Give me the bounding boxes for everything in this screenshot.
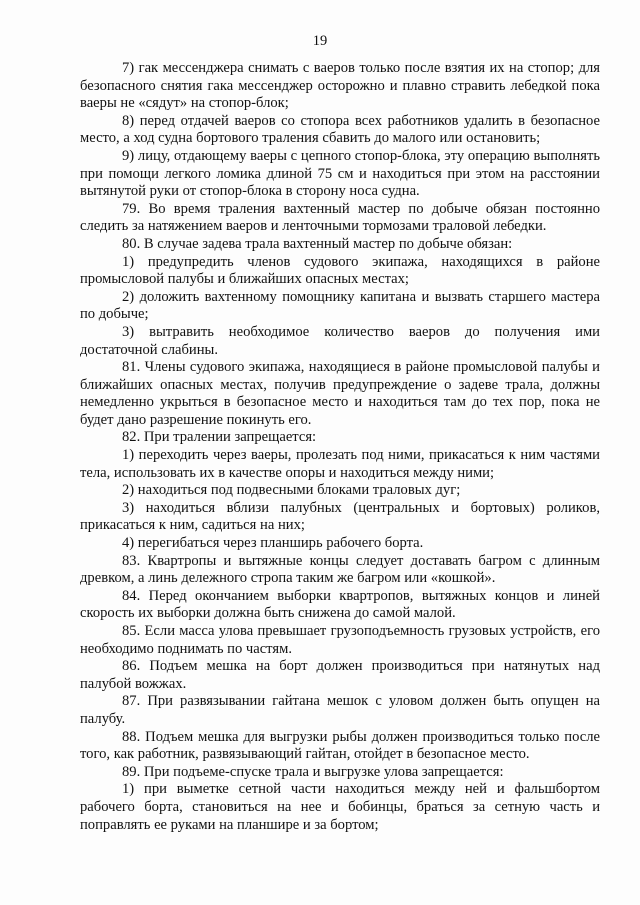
paragraph: 85. Если масса улова превышает грузоподъемность грузовых устройств, его необходимо поднимать по частям. — [80, 623, 600, 657]
paragraph: 8) перед отдачей ваеров со стопора всех работников удалить в безопасное место, а ход судна бортового траления сбавить до малого или остановить; — [80, 112, 600, 147]
paragraph: 1) переходить через ваеры, пролезать под ними, прикасаться к ним частями тела, использовать их в качестве опоры и находиться между ними; — [80, 447, 600, 481]
paragraph: 2) доложить вахтенному помощнику капитана и вызвать старшего мастера по добыче; — [80, 288, 600, 323]
paragraph: 1) при выметке сетной части находиться между ней и фальшбортом рабочего борта, становиться на нее и бобинцы, браться за сетную часть и поправлять ее руками на планшире и за бортом; — [80, 781, 600, 833]
paragraph: 82. При тралении запрещается: — [122, 429, 317, 446]
paragraph: 2) находиться под подвесными блоками траловых дуг; — [122, 482, 461, 499]
page-number: 19 — [312, 33, 328, 49]
paragraph: 3) находиться вблизи палубных (центральных и бортовых) роликов, прикасаться к ним, садиться на них; — [80, 499, 600, 534]
paragraph: 7) гак мессенджера снимать с ваеров только после взятия их на стопор; для безопасного снятия гака мессенджер осторожно и плавно стравить лебедкой пока ваеры не «сядут» на стопор-блок; — [80, 60, 600, 112]
paragraph: 3) вытравить необходимое количество ваеров до получения ими достаточной слабины. — [80, 323, 600, 358]
paragraph: 4) перегибаться через планширь рабочего борта. — [122, 535, 424, 552]
paragraph: 88. Подъем мешка для выгрузки рыбы должен производиться только после того, как работник, развязывающий гайтан, отойдет в безопасное место. — [80, 728, 600, 763]
body-text — [80, 60, 600, 834]
paragraph: 1) предупредить членов судового экипажа, находящихся в районе промысловой палубы и ближайших опасных местах; — [80, 253, 600, 288]
paragraph: 86. Подъем мешка на борт должен производиться при натянутых над палубой вожжах. — [80, 658, 600, 692]
paragraph: 81. Члены судового экипажа, находящиеся в районе промысловой палубы и ближайших опасных местах, получив предупреждение о задеве трала, должны немедленно укрыться в безопасное место и находиться там до тех пор, пока не будет дано разрешение покинуть его. — [80, 359, 600, 428]
paragraph: 80. В случае задева трала вахтенный мастер по добыче обязан: — [122, 235, 513, 252]
paragraph: 84. Перед окончанием выборки квартропов, вытяжных концов и линей скорость их выборки должна быть снижена до самой малой. — [80, 587, 600, 622]
paragraph: 79. Во время траления вахтенный мастер по добыче обязан постоянно следить за натяжением ваеров и ленточными тормозами траловой лебедки. — [80, 200, 600, 235]
paragraph: 87. При развязывании гайтана мешок с уловом должен быть опущен на палубу. — [80, 693, 600, 727]
paragraph: 89. При подъеме-спуске трала и выгрузке улова запрещается: — [122, 763, 504, 780]
paragraph: 83. Квартропы и вытяжные концы следует доставать багром с длинным древком, а линь дележного стропа таким же багром или «кошкой». — [80, 552, 600, 587]
paragraph: 9) лицу, отдающему ваеры с цепного стопор-блока, эту операцию выполнять при помощи легкого ломика длиной 75 см и находиться при этом на расстоянии вытянутой руки от стопор-блока в сторону носа судна. — [80, 147, 600, 200]
